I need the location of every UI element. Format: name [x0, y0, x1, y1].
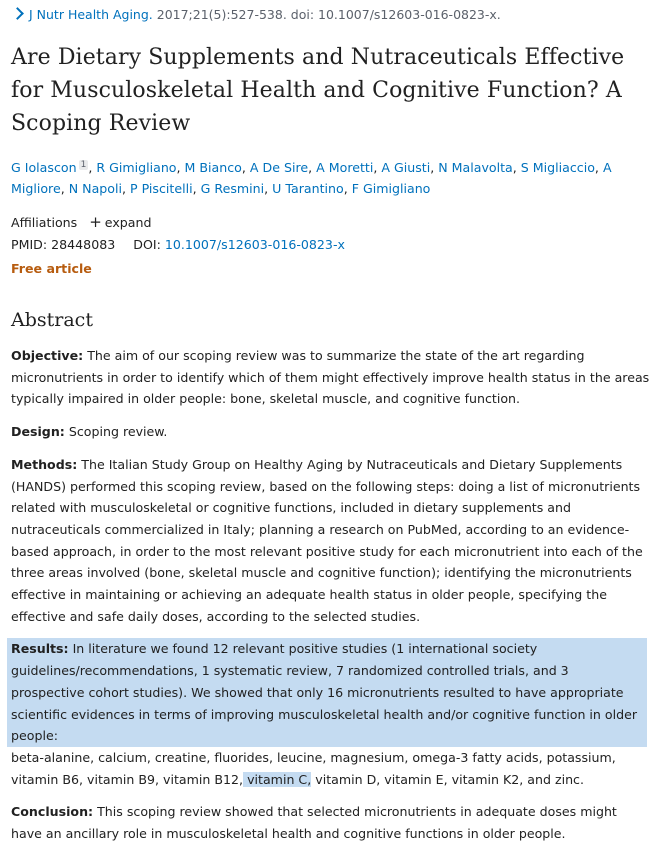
pmid-label: PMID: — [11, 237, 48, 252]
doi-link[interactable]: 10.1007/s12603-016-0823-x — [164, 237, 345, 252]
expand-affiliations-button[interactable] — [89, 215, 151, 230]
free-article-badge: Free article — [11, 261, 92, 276]
abstract-design — [11, 421, 651, 443]
affiliation-number[interactable]: 1 — [80, 160, 87, 170]
abstract-conclusion — [11, 801, 651, 844]
author-link[interactable]: F Gimigliano — [351, 181, 431, 197]
author-link[interactable]: M Bianco — [184, 160, 242, 176]
author-link[interactable]: A Migliore — [11, 160, 612, 197]
author-link[interactable]: N Napoli — [68, 181, 122, 197]
doi-label: DOI: — [133, 237, 161, 252]
author-link[interactable]: A Giusti — [381, 160, 431, 176]
selected-text: vitamin C, — [243, 771, 312, 787]
citation-line — [11, 7, 501, 22]
author-link[interactable]: G Iolascon — [11, 160, 77, 176]
author-link[interactable]: G Resmini — [200, 181, 265, 197]
author-link[interactable]: A De Sire — [249, 160, 309, 176]
citation-details: 2017;21(5):527-538. doi: 10.1007/s12603-016-0823-x. — [156, 7, 501, 22]
author-link[interactable]: N Malavolta — [438, 160, 513, 176]
article-title: Are Dietary Supplements and Nutraceuticals Effective for Musculoskeletal Health and Cognitive Function? A Scoping Review — [11, 45, 625, 136]
author-list: G Iolascon $^1$ , R Gimigliano, M Bianco, A De Sire, A Moretti, A Giusti, N Malavolta, S Migliaccio, A Migliore, N Napoli, P Piscitelli, G Resmini, U Tarantino, F Gimigliano — [11, 160, 612, 197]
abstract-heading: Abstract — [11, 309, 93, 331]
journal-link[interactable]: J Nutr Health Aging. — [29, 7, 153, 22]
conclusion-text: This scoping review showed that selected micronutrients in adequate doses might have an ancillary role in musculoskeletal health and cognitive functions in older people. — [11, 804, 617, 842]
abstract-body — [11, 345, 651, 856]
methods-text: The Italian Study Group on Healthy Aging by Nutraceuticals and Dietary Supplements (HANDS) performed this scoping review, based on the following steps: doing a list of micronutrients related with musculoskeletal or cognitive functions, included in dietary supplements and nutraceuticals commercialized in Italy; planning a research on PubMed, according to an evidence-based approach, in order to the most relevant positive study for each micronutrient into each of the three areas involved (bone, skeletal muscle and cognitive function); identifying the micronutrients effective in maintaining or achieving an adequate health status in older people, specifying the effective and safe daily doses, according to the selected studies. — [11, 456, 643, 624]
design-text: Scoping review. — [68, 424, 168, 440]
abstract-objective — [11, 345, 651, 410]
identifiers-row — [11, 237, 345, 252]
affiliations-row — [11, 213, 151, 231]
results-text: beta-alanine, calcium, creatine, fluorides, leucine, magnesium, omega-3 fatty acids, potassium, vitamin B6, vitamin B9, vitamin B12, — [11, 749, 616, 787]
objective-text: The aim of our scoping review was to summarize the state of the art regarding micronutrients in order to identify which of them might effectively improve health status in the areas typically impaired in older people: bone, skeletal muscle, and cognitive function. — [11, 348, 650, 407]
objective-label: Objective: — [11, 348, 84, 363]
expand-label: expand — [104, 215, 152, 230]
abstract-methods — [11, 454, 651, 628]
design-label: Design: — [11, 424, 65, 440]
conclusion-label: Conclusion: — [11, 804, 94, 820]
results-highlighted-text: In literature we found 12 relevant positive studies (1 international society guidelines/recommendations, 1 systematic review, 7 randomized controlled trials, and 3 prospective cohort studies). We showed that only 16 micronutrients resulted to have appropriate scientific evidences in terms of improving musculoskeletal health and/or cognitive function in older people: — [11, 641, 638, 744]
author-link[interactable]: R Gimigliano — [96, 160, 177, 176]
author-link[interactable]: S Migliaccio — [520, 160, 595, 176]
results-highlight — [7, 638, 647, 747]
abstract-results — [11, 638, 651, 790]
author-link[interactable]: U Tarantino — [272, 181, 344, 197]
author-link[interactable]: P Piscitelli — [130, 181, 193, 197]
affiliations-label: Affiliations — [11, 215, 78, 230]
results-label: Results: — [11, 641, 69, 657]
chevron-right-icon[interactable] — [11, 7, 24, 20]
methods-label: Methods: — [11, 456, 78, 472]
author-link[interactable]: A Moretti — [316, 160, 374, 176]
results-text-end: vitamin D, vitamin E, vitamin K2, and zinc. — [311, 771, 584, 787]
pmid-value: 28448083 — [51, 237, 116, 252]
plus-icon: + — [89, 213, 102, 231]
